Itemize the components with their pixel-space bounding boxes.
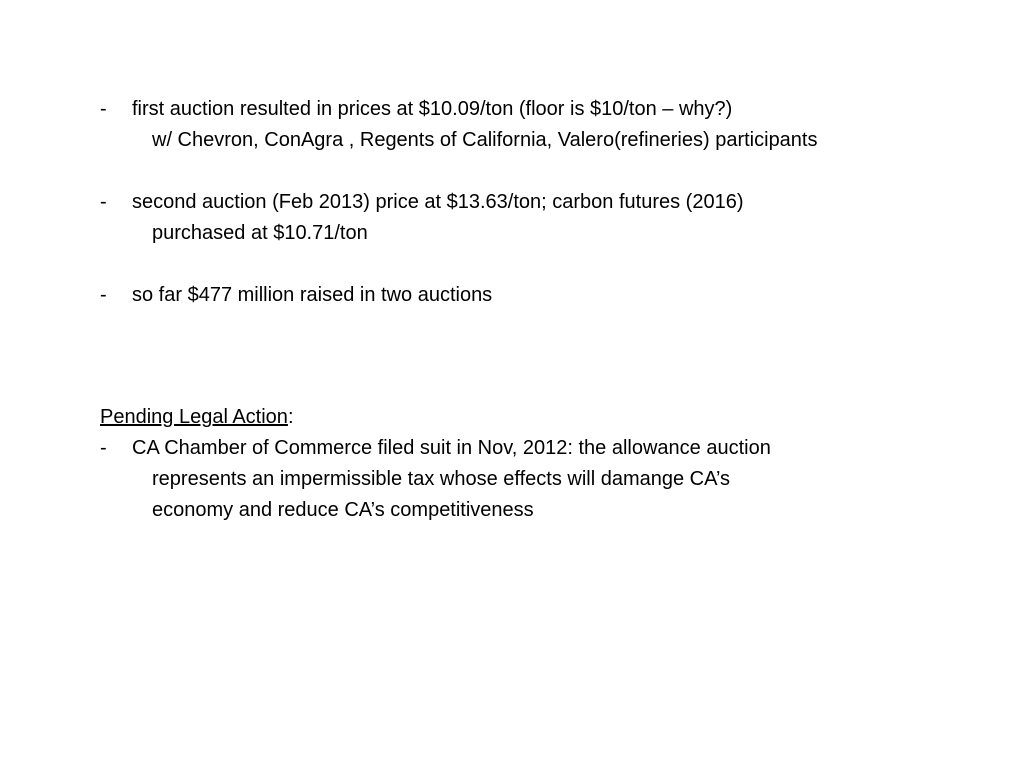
bullet-total-raised <box>100 280 980 311</box>
bullet-continuation: represents an impermissible tax whose effects will damange CA’s <box>152 468 731 490</box>
spacer <box>100 249 980 280</box>
section-heading-colon: : <box>287 406 294 428</box>
bullet-dash: - <box>100 284 107 306</box>
bullet-continuation: purchased at $10.71/ton <box>152 222 368 244</box>
bullet-text: CA Chamber of Commerce filed suit in Nov, 2012: the allowance auction <box>132 437 771 459</box>
bullet-first-auction <box>100 94 980 156</box>
bullet-legal-suit <box>100 433 980 526</box>
spacer <box>100 156 980 187</box>
bullet-text: so far $477 million raised in two auctions <box>132 284 493 306</box>
slide-body <box>100 94 980 526</box>
section-heading-text: Pending Legal Action <box>100 406 288 428</box>
bullet-text: first auction resulted in prices at $10.09/ton (floor is $10/ton – why?) <box>132 98 733 120</box>
spacer <box>100 311 980 402</box>
bullet-dash: - <box>100 98 107 120</box>
section-heading <box>100 402 980 433</box>
bullet-continuation: economy and reduce CA’s competitiveness <box>152 499 534 521</box>
bullet-second-auction <box>100 187 980 249</box>
bullet-dash: - <box>100 191 107 213</box>
bullet-dash: - <box>100 437 107 459</box>
bullet-continuation: w/ Chevron, ConAgra , Regents of California, Valero(refineries) participants <box>152 129 818 151</box>
bullet-text: second auction (Feb 2013) price at $13.63/ton; carbon futures (2016) <box>132 191 744 213</box>
